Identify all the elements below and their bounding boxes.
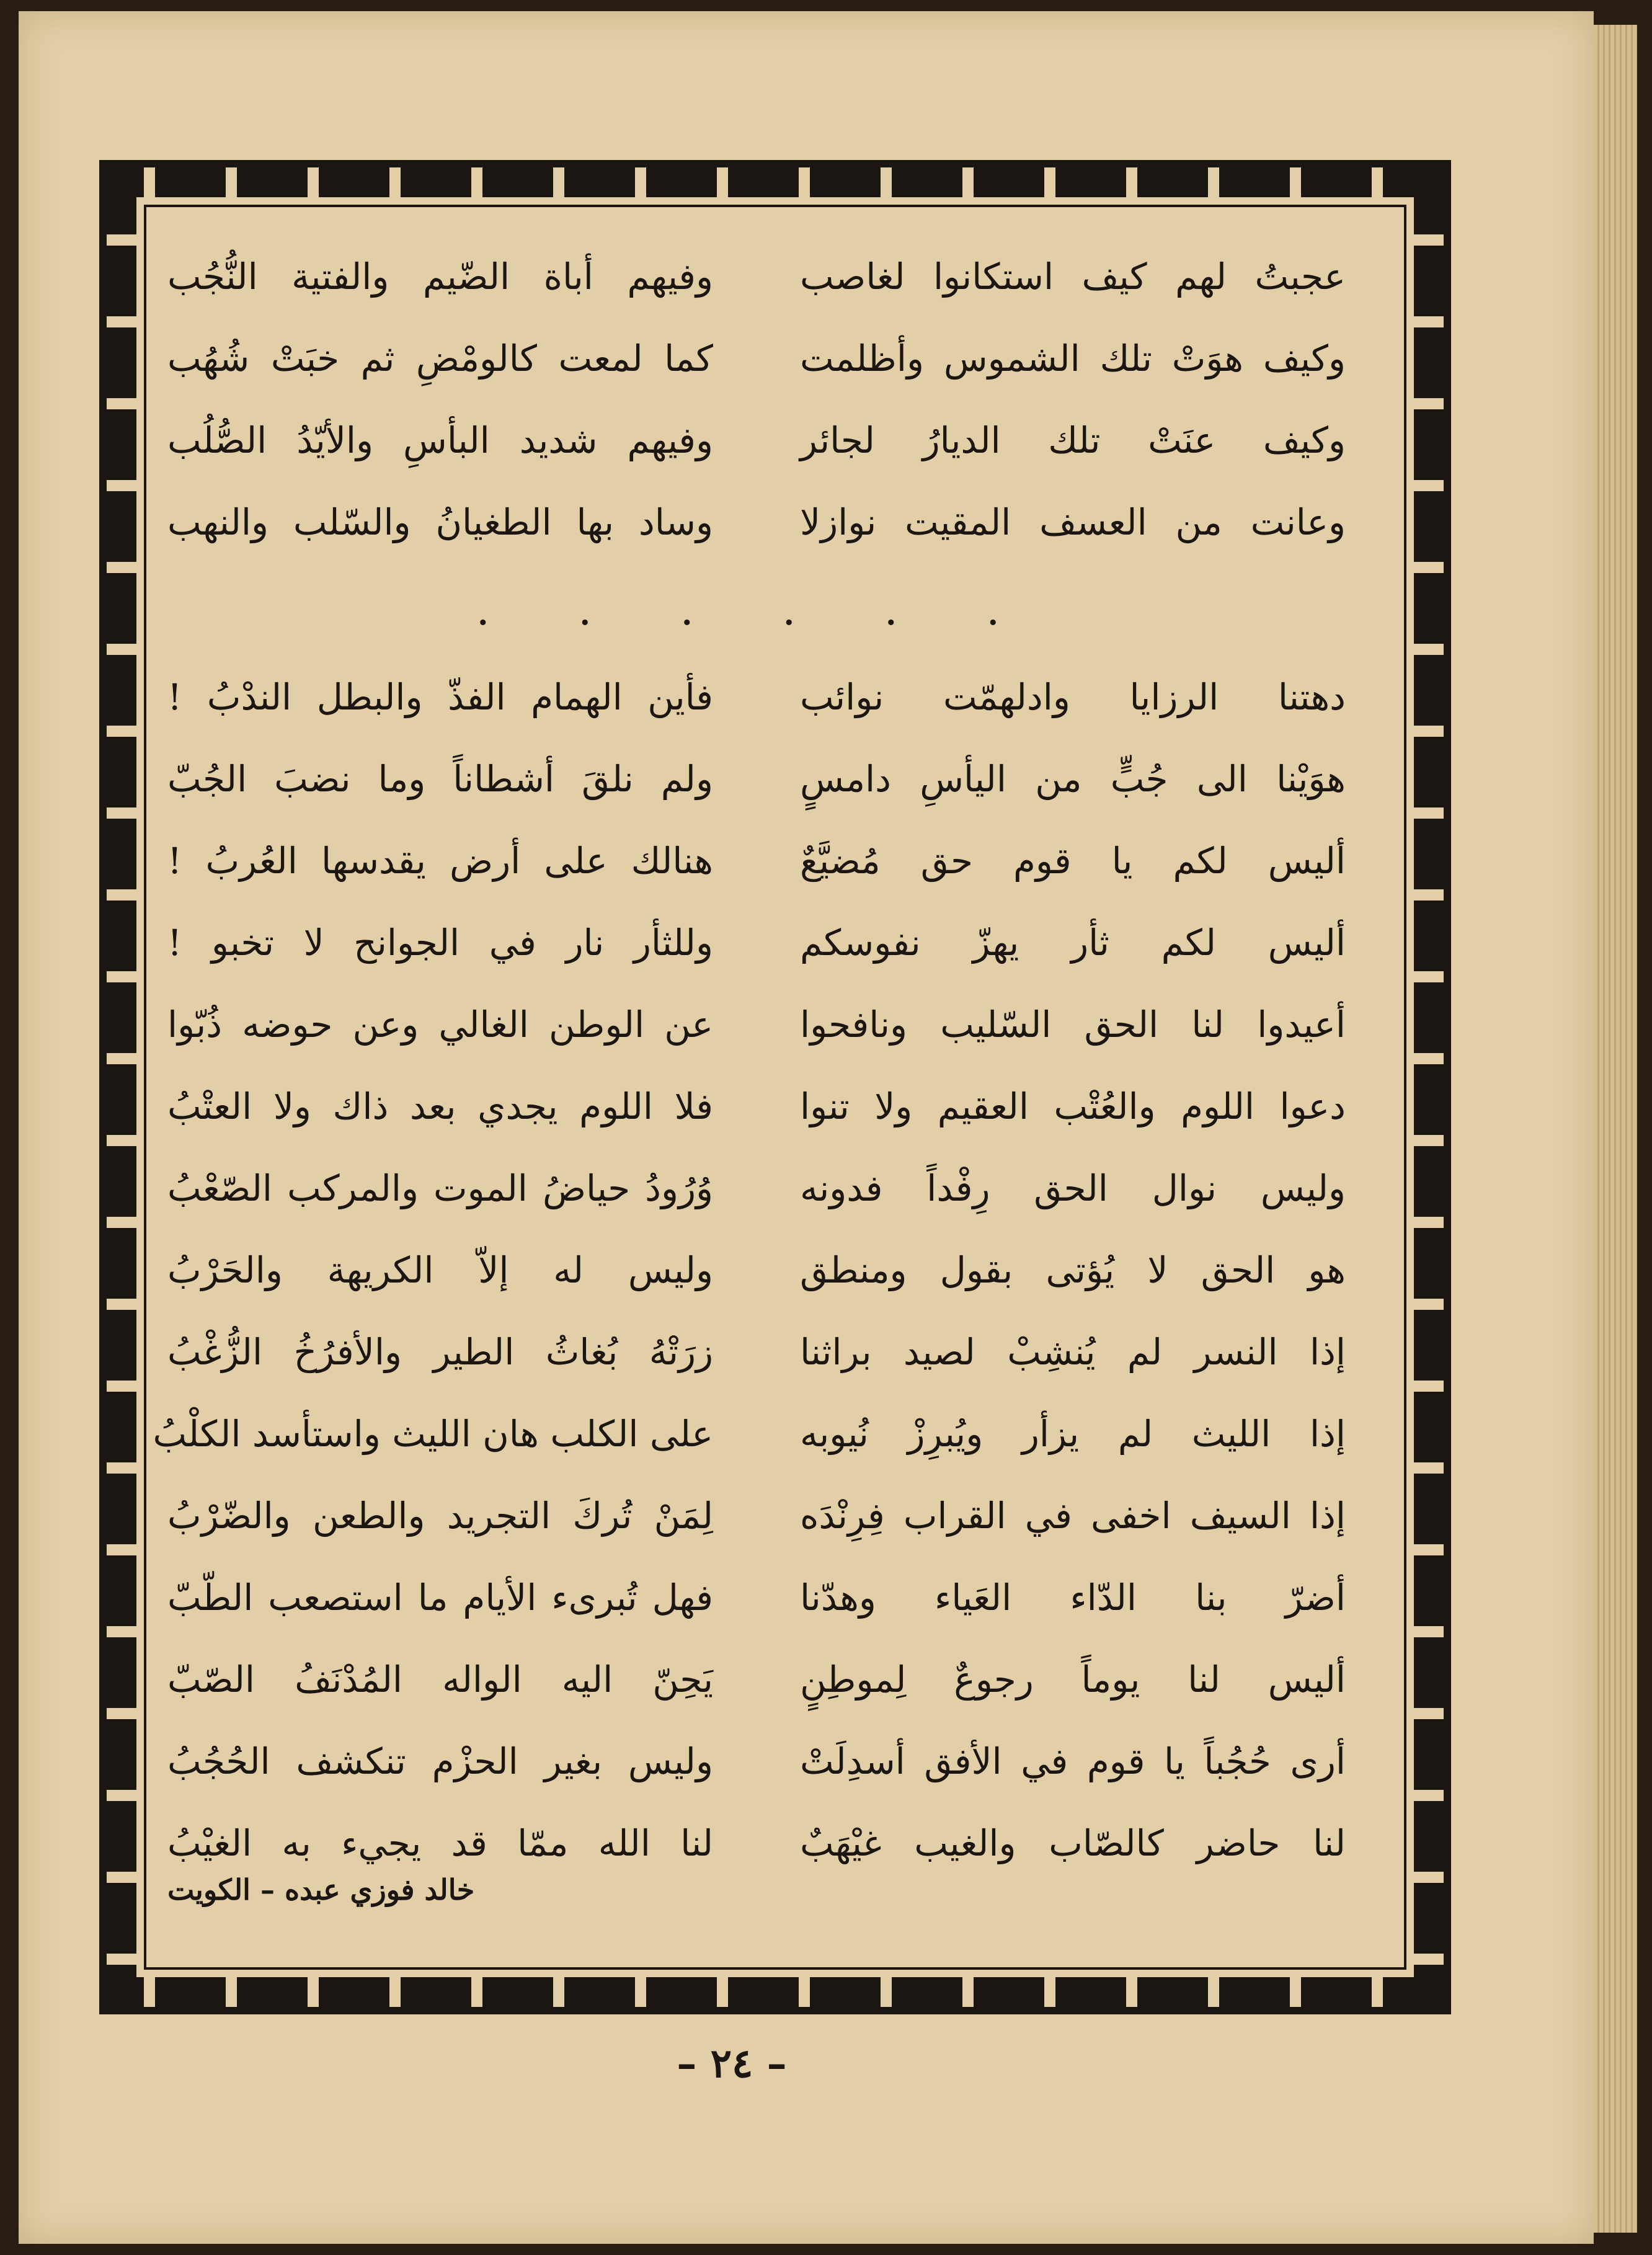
verse <box>167 820 1346 902</box>
poem <box>153 236 1346 1884</box>
verse <box>167 1311 1346 1393</box>
second-hemistich: ولم نلقَ أشطاناً وما نضبَ الجُبّ <box>167 758 713 800</box>
stanza-separator: . . . . . . <box>476 584 1037 635</box>
verse <box>167 656 1346 738</box>
second-hemistich: لِمَنْ تُركَ التجريد والطعن والضّرْبُ <box>167 1495 713 1537</box>
second-hemistich: لنا الله ممّا قد يجيء به الغيْبُ <box>167 1822 713 1864</box>
second-hemistich: وللثأر نار في الجوانح لا تخبو ! <box>167 922 713 964</box>
second-hemistich: وليس بغير الحزْم تنكشف الحُجُبُ <box>167 1740 713 1782</box>
second-hemistich: هنالك على أرض يقدسها العُربُ ! <box>167 840 713 882</box>
verse <box>167 1229 1346 1311</box>
second-hemistich: فأين الهمام الفذّ والبطل الندْبُ ! <box>167 676 713 718</box>
page-number: – ٢٤ – <box>677 2040 787 2087</box>
verse <box>167 1065 1346 1147</box>
first-hemistich: دعوا اللوم والعُتْب العقيم ولا تنوا <box>800 1085 1346 1128</box>
first-hemistich: إذا السيف اخفى في القراب فِرِنْدَه <box>800 1495 1346 1537</box>
first-hemistich: أليس لكم ثأر يهزّ نفوسكم <box>800 922 1346 964</box>
first-hemistich: هو الحق لا يُؤتى بقول ومنطق <box>800 1249 1346 1291</box>
second-hemistich: وفيهم أباة الضّيم والفتية النُّجُب <box>167 256 713 298</box>
first-hemistich: دهتنا الرزايا وادلهمّت نوائب <box>800 676 1346 718</box>
second-hemistich: فهل تُبرىء الأيام ما استصعب الطّبّ <box>167 1577 713 1619</box>
stanza-1 <box>167 236 1346 563</box>
verse <box>167 1802 1346 1884</box>
second-hemistich: فلا اللوم يجدي بعد ذاك ولا العتْبُ <box>167 1085 713 1128</box>
author-signature: خالد فوزي عبده – الكويت <box>167 1873 475 1906</box>
verse <box>167 318 1346 399</box>
page-stack-edge <box>1594 25 1637 2233</box>
second-hemistich: يَحِنّ اليه الواله المُدْنَفُ الصّبّ <box>167 1658 713 1701</box>
second-hemistich: وساد بها الطغيانُ والسّلب والنهب <box>167 501 713 543</box>
verse <box>167 236 1346 318</box>
first-hemistich: إذا النسر لم يُنشِبْ لصيد براثنا <box>800 1331 1346 1373</box>
first-hemistich: عجبتُ لهم كيف استكانوا لغاصب <box>800 256 1346 298</box>
first-hemistich: أعيدوا لنا الحق السّليب ونافحوا <box>800 1003 1346 1046</box>
verse <box>153 1393 1346 1475</box>
verse <box>167 1720 1346 1802</box>
first-hemistich: وكيف هوَتْ تلك الشموس وأظلمت <box>800 337 1346 380</box>
first-hemistich: أليس لنا يوماً رجوعٌ لِموطِنٍ <box>800 1658 1346 1701</box>
first-hemistich: أرى حُجُباً يا قوم في الأفق أسدِلَتْ <box>800 1740 1346 1782</box>
frame-right-band <box>1414 197 1444 1977</box>
frame-bottom-band <box>107 1977 1444 2007</box>
verse <box>167 984 1346 1065</box>
verse <box>167 1147 1346 1229</box>
first-hemistich: وكيف عنَتْ تلك الديارُ لجائر <box>800 419 1346 461</box>
first-hemistich: أضرّ بنا الدّاء العَياء وهدّنا <box>800 1577 1346 1619</box>
second-hemistich: على الكلب هان الليث واستأسد الكلْبُ <box>153 1413 713 1455</box>
first-hemistich: أليس لكم يا قوم حق مُضيَّعٌ <box>800 840 1346 882</box>
first-hemistich: لنا حاضر كالصّاب والغيب غيْهَبٌ <box>800 1822 1346 1864</box>
second-hemistich: وُرُودُ حياضُ الموت والمركب الصّعْبُ <box>167 1167 713 1209</box>
second-hemistich: كما لمعت كالومْضِ ثم خبَتْ شُهُب <box>167 337 713 380</box>
verse <box>167 1639 1346 1720</box>
verse <box>167 738 1346 820</box>
second-hemistich: عن الوطن الغالي وعن حوضه ذُبّوا <box>167 1003 713 1046</box>
first-hemistich: هوَيْنا الى جُبٍّ من اليأسِ دامسٍ <box>800 758 1346 800</box>
frame-left-band <box>107 197 136 1977</box>
frame-top-band <box>107 167 1444 197</box>
verse <box>167 481 1346 563</box>
verse <box>167 1475 1346 1557</box>
second-hemistich: وفيهم شديد البأسِ والأيّدُ الصُّلُب <box>167 419 713 461</box>
stanza-2 <box>153 656 1346 1884</box>
first-hemistich: إذا الليث لم يزأر ويُبرِزْ نُيوبه <box>800 1413 1346 1455</box>
first-hemistich: وليس نوال الحق رِفْداً فدونه <box>800 1167 1346 1209</box>
verse <box>167 902 1346 984</box>
second-hemistich: زرَتْهُ بُغاثُ الطير والأفرُخُ الزُّغْبُ <box>167 1331 713 1373</box>
second-hemistich: وليس له إلاّ الكريهة والحَرْبُ <box>167 1249 713 1291</box>
verse <box>167 1557 1346 1639</box>
first-hemistich: وعانت من العسف المقيت نوازلا <box>800 501 1346 543</box>
verse <box>167 399 1346 481</box>
